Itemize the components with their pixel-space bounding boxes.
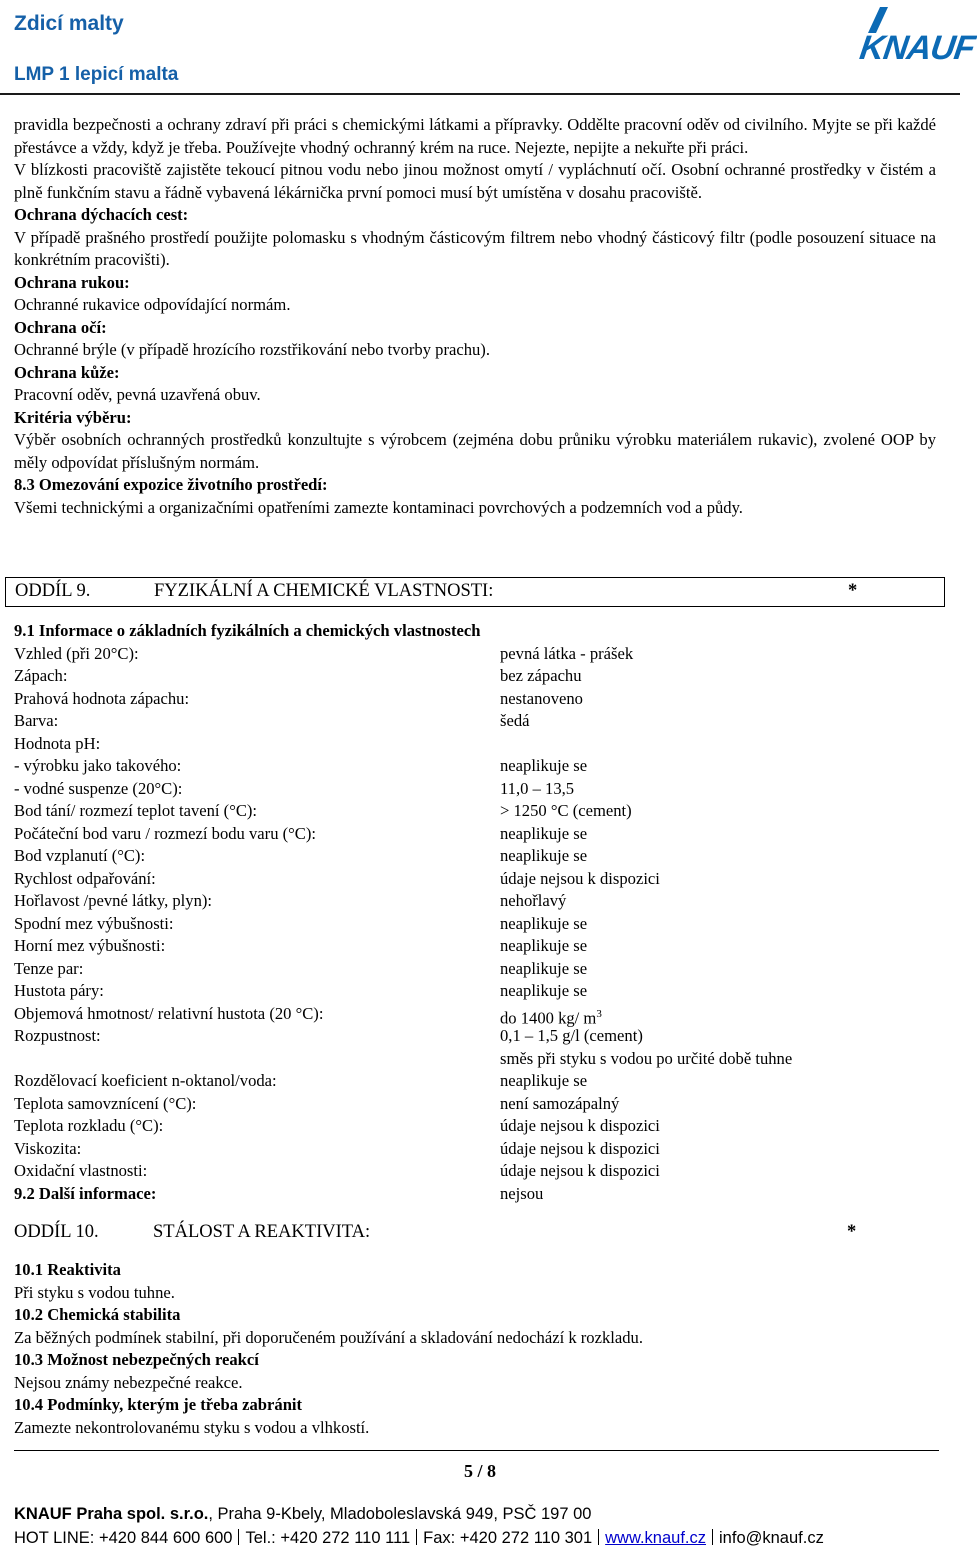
property-row <box>14 935 936 958</box>
property-value: údaje nejsou k dispozici <box>500 1161 660 1180</box>
property-row <box>14 890 936 913</box>
solubility-value-line1: 0,1 – 1,5 g/l (cement) <box>500 1026 643 1045</box>
property-label: Bod tání/ rozmezí teplot tavení (°C): <box>14 801 258 820</box>
property-value: neaplikuje se <box>500 936 588 955</box>
property-label: Tenze par: <box>14 958 84 978</box>
section10-number: ODDÍL 10. <box>14 1222 99 1242</box>
property-value: údaje nejsou k dispozici <box>500 868 660 888</box>
conditions-avoid-text: Zamezte nekontrolovanému styku s vodou a vlhkostí. <box>14 1417 370 1437</box>
property-label: Spodní mez výbušnosti: <box>14 913 174 933</box>
property-value: nestanoveno <box>500 688 583 708</box>
property-row <box>14 710 936 733</box>
skin-text: Pracovní oděv, pevná uzavřená obuv. <box>14 385 261 404</box>
knauf-logo <box>857 5 977 71</box>
hazardous-reactions-text: Nejsou známy nebezpečné reakce. <box>14 1372 243 1392</box>
logo-text: KNAUF <box>857 29 977 67</box>
reactivity-text: Při styku s vodou tuhne. <box>14 1282 175 1302</box>
hands-text: Ochranné rukavice odpovídající normám. <box>14 295 291 314</box>
section10-body <box>14 1259 936 1439</box>
property-label: Teplota rozkladu (°C): <box>14 1116 164 1135</box>
property-value: není samozápalný <box>500 1093 620 1113</box>
property-value: šedá <box>500 711 530 730</box>
property-row <box>14 1160 936 1183</box>
property-value: neaplikuje se <box>500 981 588 1000</box>
solubility-value <box>500 1025 792 1070</box>
property-label: Horní mez výbušnosti: <box>14 936 166 955</box>
property-value: údaje nejsou k dispozici <box>500 1138 660 1158</box>
property-row <box>14 688 936 711</box>
section9-number: ODDÍL 9. <box>15 581 91 601</box>
footer-separator <box>238 1529 239 1545</box>
page-number: 5 / 8 <box>463 1461 496 1481</box>
paragraph-hygiene: pravidla bezpečnosti a ochrany zdraví při práci s chemickými látkami a přípravky. Oddělte pracovní oděv od civilního. Myjte se při každé přestávce a vždy, když je třeba. Používejte vhodný ochranný krém na ruce. Nejezte, nepijte a nekuřte při práci. <box>14 115 936 157</box>
footer-address: , Praha 9-Kbely, Mladoboleslavská 949, PSČ 197 00 <box>208 1505 592 1523</box>
property-label: - výrobku jako takového: <box>14 756 182 775</box>
other-info-value: nejsou <box>500 1183 544 1203</box>
respiratory-text: V případě prašného prostředí použijte polomasku s vhodným částicovým filtrem nebo vhodný částicový filtr (podle posouzení situace na konkrétním pracovišti). <box>14 227 936 269</box>
eyes-text: Ochranné brýle (v případě hrozícího rozstřikování nebo tvorby prachu). <box>14 340 490 359</box>
property-value: neaplikuje se <box>500 756 588 775</box>
property-value: neaplikuje se <box>500 958 588 978</box>
footer-divider <box>14 1450 939 1451</box>
hands-heading: Ochrana rukou: <box>14 272 130 292</box>
property-row <box>14 1115 936 1138</box>
section10-header <box>14 1219 954 1247</box>
footer-fax: Fax: +420 272 110 301 <box>423 1529 593 1547</box>
hazardous-reactions-heading: 10.3 Možnost nebezpečných reakcí <box>14 1350 259 1369</box>
property-row <box>14 1070 936 1093</box>
section10-star: * <box>847 1222 857 1242</box>
property-label: Počáteční bod varu / rozmezí bodu varu (°C): <box>14 823 317 843</box>
conditions-avoid-heading: 10.4 Podmínky, kterým je třeba zabránit <box>14 1395 303 1414</box>
properties-list-2 <box>14 1070 936 1183</box>
property-row <box>14 913 936 936</box>
section9-subheading: 9.1 Informace o základních fyzikálních a chemických vlastnostech <box>14 621 481 640</box>
header-divider <box>0 93 960 95</box>
property-label: Vzhled (při 20°C): <box>14 643 139 663</box>
section9-title: FYZIKÁLNÍ A CHEMICKÉ VLASTNOSTI: <box>154 581 494 601</box>
property-label: Hodnota pH: <box>14 733 101 753</box>
other-info-label: 9.2 Další informace: <box>14 1183 157 1203</box>
property-row <box>14 958 936 981</box>
property-label: Oxidační vlastnosti: <box>14 1161 148 1180</box>
footer-separator <box>712 1529 713 1545</box>
criteria-text: Výběr osobních ochranných prostředků konzultujte s výrobcem (zejména dobu průniku výrobku materiálem rukavic), zvolené OOP by měly odpovídat příslušným normám. <box>14 430 936 472</box>
property-value: bez zápachu <box>500 666 582 685</box>
property-value: 11,0 – 13,5 <box>500 778 575 798</box>
paragraph-workplace: V blízkosti pracoviště zajistěte tekoucí pitnou vodu nebo jinou možnost omytí / vypláchnutí očí. Osobní ochranné prostředky v čistém a plně funkčním stavu a řádně vybavená lékárnička první pomoci musí být umístěna v dosahu pracoviště. <box>14 160 936 202</box>
density-value-text: do 1400 kg/ m <box>500 1008 597 1028</box>
footer-email[interactable]: info@knauf.cz <box>719 1529 824 1547</box>
property-row <box>14 1093 936 1116</box>
property-label: Zápach: <box>14 666 68 685</box>
property-label: Hustota páry: <box>14 981 104 1000</box>
respiratory-heading: Ochrana dýchacích cest: <box>14 205 189 224</box>
property-row <box>14 800 936 823</box>
footer-tel: Tel.: +420 272 110 111 <box>245 1529 411 1547</box>
property-row <box>14 665 936 688</box>
section10-title: STÁLOST A REAKTIVITA: <box>153 1222 371 1242</box>
property-row <box>14 868 936 891</box>
density-label: Objemová hmotnost/ relativní hustota (20 °C): <box>14 1003 324 1023</box>
property-label: Rychlost odpařování: <box>14 868 156 888</box>
density-unit-exponent: 3 <box>596 1007 602 1020</box>
property-row <box>14 778 936 801</box>
page-header <box>0 0 977 94</box>
footer-contact-line <box>14 1529 824 1548</box>
criteria-heading: Kritéria výběru: <box>14 407 132 427</box>
section8-continuation <box>14 114 936 519</box>
property-label: Rozdělovací koeficient n-oktanol/voda: <box>14 1071 277 1090</box>
property-value: > 1250 °C (cement) <box>500 801 632 820</box>
solubility-row <box>14 1025 936 1070</box>
property-row <box>14 980 936 1003</box>
other-info-row <box>14 1183 936 1206</box>
properties-table <box>14 620 936 1205</box>
footer-separator <box>416 1529 417 1545</box>
property-value: pevná látka - prášek <box>500 643 634 663</box>
solubility-value-line2: směs při styku s vodou po určité době tuhne <box>500 1048 793 1068</box>
footer-hotline: HOT LINE: +420 844 600 600 <box>14 1529 233 1547</box>
footer-web-link[interactable]: www.knauf.cz <box>605 1529 707 1547</box>
environment-text: Všemi technickými a organizačními opatřeními zamezte kontaminaci povrchových a podzemních vod a půdy. <box>14 497 743 517</box>
properties-list-1 <box>14 643 936 1003</box>
property-label: Viskozita: <box>14 1138 82 1158</box>
property-row <box>14 643 936 666</box>
property-row <box>14 755 936 778</box>
footer-company-line <box>14 1505 591 1524</box>
property-row <box>14 845 936 868</box>
footer-separator <box>598 1529 599 1545</box>
property-label: Barva: <box>14 711 59 730</box>
property-row <box>14 823 936 846</box>
stability-text: Za běžných podmínek stabilní, při doporučeném používání a skladování nedochází k rozkladu. <box>14 1327 643 1347</box>
header-title: Zdicí malty <box>14 12 124 35</box>
footer-company: KNAUF Praha spol. s.r.o. <box>14 1505 209 1523</box>
property-row <box>14 1138 936 1161</box>
eyes-heading: Ochrana očí: <box>14 317 107 337</box>
section9-header <box>5 577 945 607</box>
property-label: Bod vzplanutí (°C): <box>14 846 146 865</box>
solubility-label: Rozpustnost: <box>14 1026 101 1045</box>
property-row <box>14 733 936 756</box>
environment-heading: 8.3 Omezování expozice životního prostředí: <box>14 475 328 494</box>
skin-heading: Ochrana kůže: <box>14 362 120 382</box>
reactivity-heading: 10.1 Reaktivita <box>14 1260 121 1279</box>
property-label: Prahová hodnota zápachu: <box>14 688 190 708</box>
property-value: neaplikuje se <box>500 823 588 843</box>
property-value: neaplikuje se <box>500 846 588 865</box>
property-label: Teplota samovznícení (°C): <box>14 1093 197 1113</box>
property-label: Hořlavost /pevné látky, plyn): <box>14 891 213 910</box>
property-value: nehořlavý <box>500 891 567 910</box>
property-value: neaplikuje se <box>500 1071 588 1090</box>
section9-star: * <box>848 581 858 601</box>
density-row <box>14 1003 936 1026</box>
property-value: údaje nejsou k dispozici <box>500 1116 660 1135</box>
stability-heading: 10.2 Chemická stabilita <box>14 1305 181 1324</box>
property-label: - vodné suspenze (20°C): <box>14 778 183 798</box>
property-value: neaplikuje se <box>500 913 588 933</box>
header-subtitle: LMP 1 lepicí malta <box>14 64 179 85</box>
